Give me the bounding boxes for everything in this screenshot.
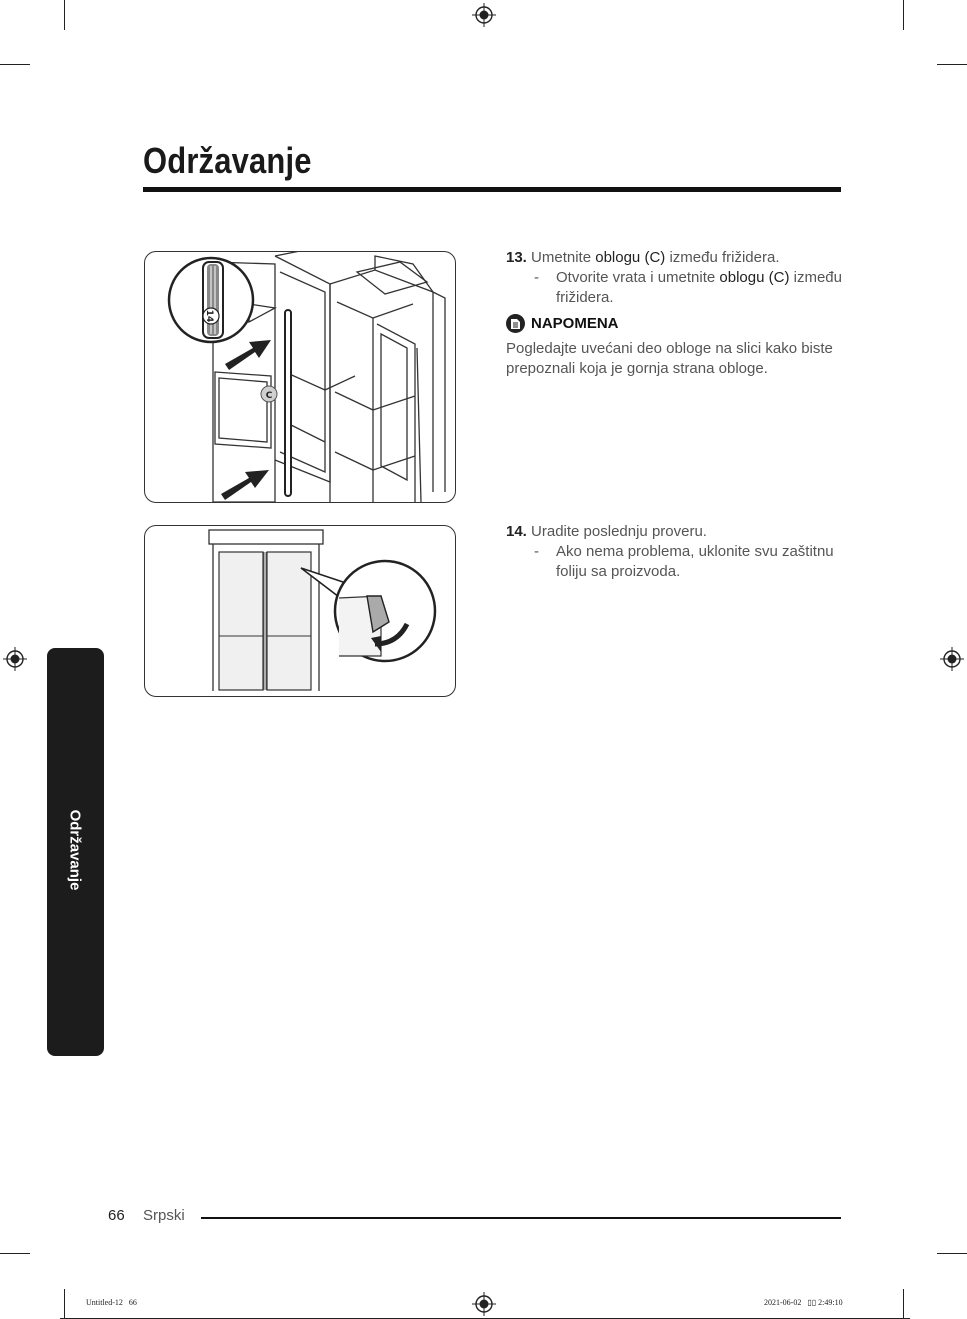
registration-mark-icon [472,1292,496,1316]
bullet-dash: - [534,269,539,286]
page-title: Održavanje [143,140,312,181]
step-13-main [506,248,846,268]
sub-emphasis: oblogu (C) [719,269,790,286]
note-label: NAPOMENA [531,315,619,332]
step-14-main [506,522,846,542]
crop-mark [937,64,967,65]
step-text: Uradite poslednju proveru. [531,523,707,540]
step-text: Umetnite [531,249,596,266]
callout-number: 14 [204,309,214,323]
figure-insert-cover [144,251,456,503]
print-slug-date: 2021-06-02 ▯▯ 2:49:10 [764,1298,843,1307]
crop-mark [64,1289,65,1319]
footer-rule [201,1217,841,1219]
sub-text: između frižidera. [556,269,842,306]
bullet-dash: - [534,543,539,560]
registration-mark-icon [940,647,964,671]
figure-remove-film [144,525,456,697]
note-icon [506,314,525,333]
crop-mark [0,1253,30,1254]
print-slug-file: Untitled-12 66 [86,1298,137,1307]
crop-mark [903,0,904,30]
crop-mark [64,0,65,30]
registration-mark-icon [472,3,496,27]
page-number: 66 [108,1207,125,1224]
crop-mark [937,1253,967,1254]
side-tab-label: Održavanje [66,809,84,891]
step-14 [506,522,846,582]
registration-mark-icon [3,647,27,671]
step-text: između frižidera. [665,249,780,266]
part-label-c: C [265,391,273,401]
fridge-illustration [145,252,455,502]
step-14-sub [506,542,846,582]
sub-text: Ako nema problema, uklonite svu zaštitnu foliju sa proizvoda. [556,543,834,580]
step-number: 14. [506,523,527,540]
step-13 [506,248,846,308]
step-number: 13. [506,249,527,266]
note-text: Pogledajte uvećani deo obloge na slici kako biste prepoznali koja je gornja strana obloge. [506,340,833,377]
crop-mark [903,1289,904,1319]
film-removal-illustration [145,526,455,696]
footer-language: Srpski [143,1207,185,1224]
step-13-sub [506,268,846,308]
step-emphasis: oblogu (C) [595,249,666,266]
title-rule [143,187,841,192]
crop-mark [0,64,30,65]
note-heading [506,314,619,333]
sub-text: Otvorite vrata i umetnite [556,269,720,286]
